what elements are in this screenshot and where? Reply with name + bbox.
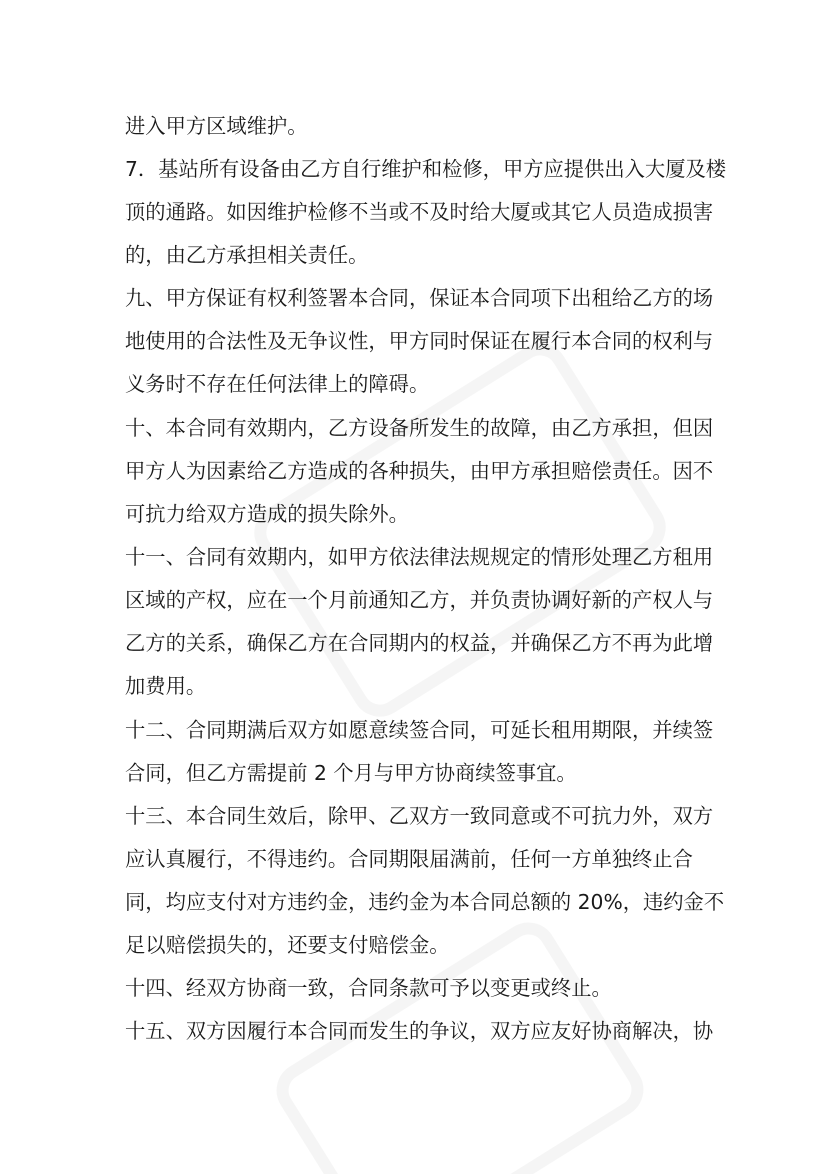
text-line: 应认真履行，不得违约。合同期限届满前，任何一方单独终止合: [125, 847, 693, 871]
text-line: 十一、合同有效期内，如甲方依法律法规规定的情形处理乙方租用: [125, 545, 714, 569]
text-line: 可抗力给双方造成的损失除外。: [125, 502, 409, 526]
text-line: 进入甲方区域维护。: [125, 114, 308, 138]
text-line: 的，由乙方承担相关责任。: [125, 243, 369, 267]
text-line: 乙方的关系，确保乙方在合同期内的权益，并确保乙方不再为此增: [125, 631, 714, 655]
text-line: 十三、本合同生效后，除甲、乙双方一致同意或不可抗力外，双方: [125, 804, 714, 828]
text-line: 十、本合同有效期内，乙方设备所发生的故障，由乙方承担，但因: [125, 416, 714, 440]
text-line: 九、甲方保证有权利签署本合同，保证本合同项下出租给乙方的场: [125, 286, 714, 310]
text-line: 区域的产权，应在一个月前通知乙方，并负责协调好新的产权人与: [125, 588, 714, 612]
text-line: 7．基站所有设备由乙方自行维护和检修，甲方应提供出入大厦及楼: [125, 157, 727, 181]
text-line: 甲方人为因素给乙方造成的各种损失，由甲方承担赔偿责任。因不: [125, 459, 714, 483]
text-line: 十四、经双方协商一致，合同条款可予以变更或终止。: [125, 976, 612, 1000]
text-line: 合同，但乙方需提前 2 个月与甲方协商续签事宜。: [125, 761, 577, 785]
text-line: 同，均应支付对方违约金，违约金为本合同总额的 20%，违约金不: [125, 890, 725, 914]
text-line: 义务时不存在任何法律上的障碍。: [125, 372, 430, 396]
text-line: 地使用的合法性及无争议性，甲方同时保证在履行本合同的权利与: [125, 329, 714, 353]
text-line: 十二、合同期满后双方如愿意续签合同，可延长租用期限，并续签: [125, 718, 714, 742]
text-line: 顶的通路。如因维护检修不当或不及时给大厦或其它人员造成损害: [125, 200, 714, 224]
text-line: 加费用。: [125, 674, 207, 698]
text-line: 足以赔偿损失的，还要支付赔偿金。: [125, 933, 450, 957]
text-line: 十五、双方因履行本合同而发生的争议，双方应友好协商解决，协: [125, 1019, 714, 1043]
